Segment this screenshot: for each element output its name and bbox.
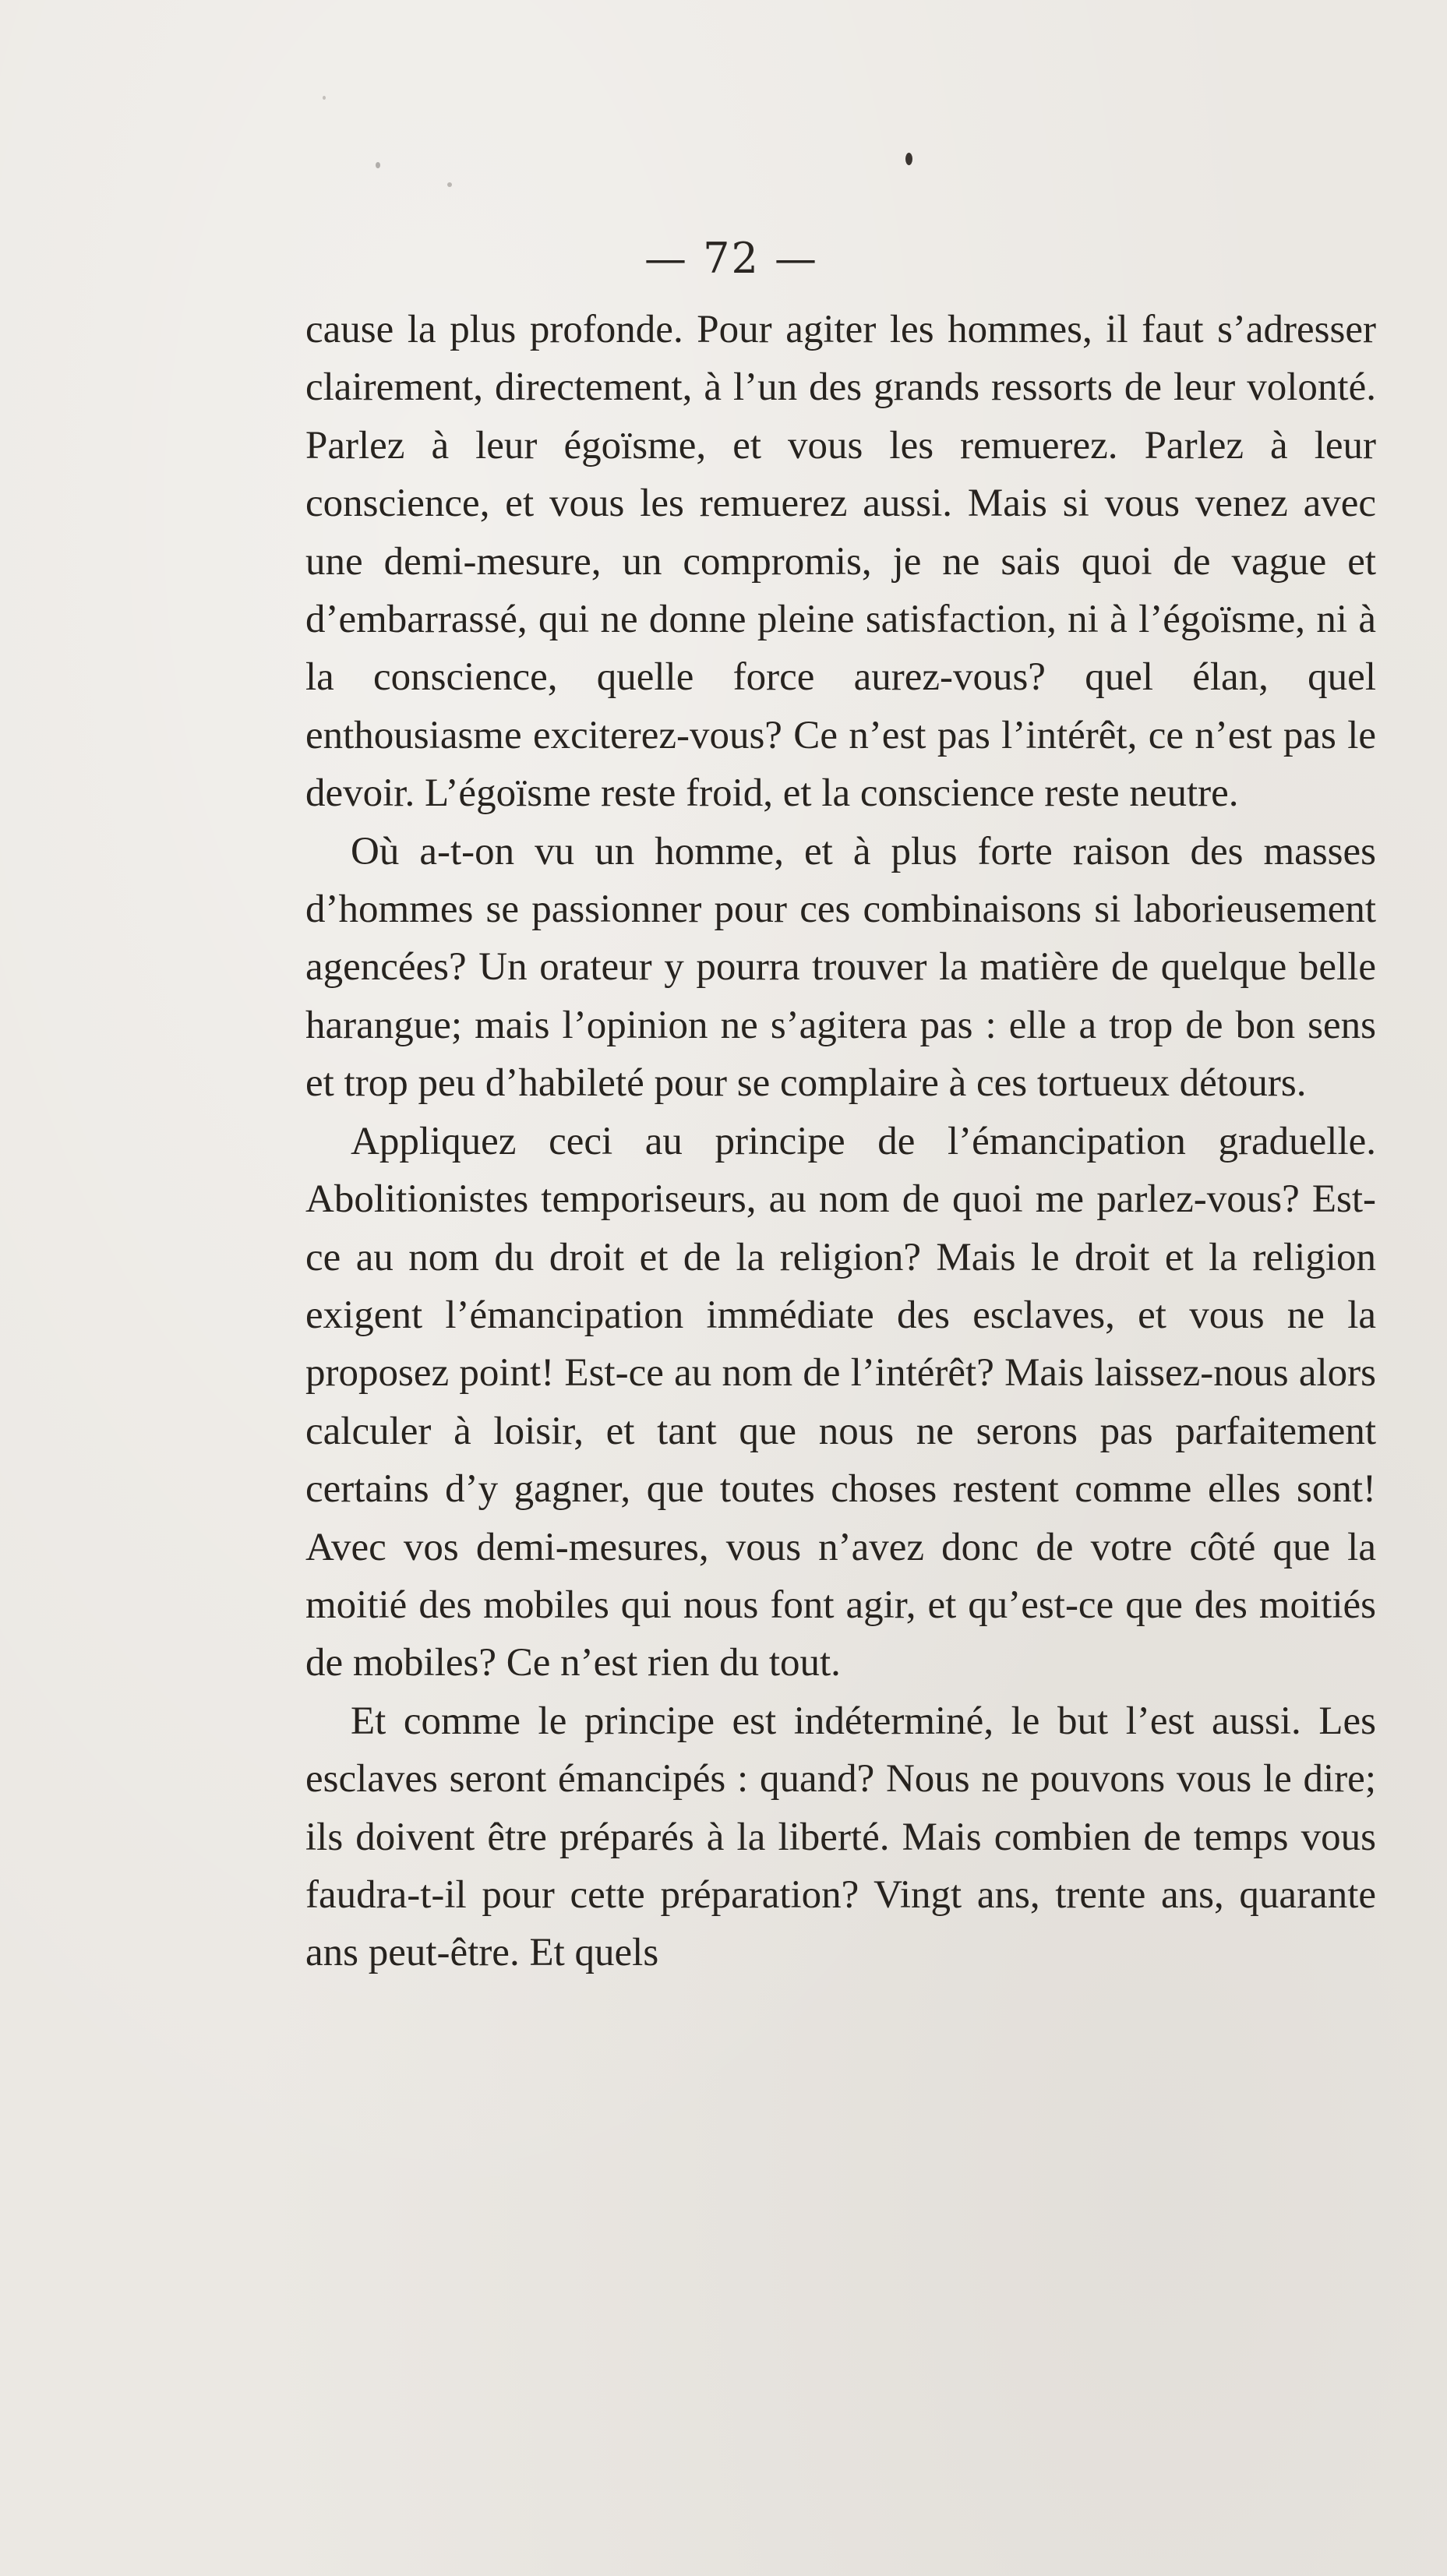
ink-speck bbox=[447, 182, 452, 187]
paragraph: Où a-t-on vu un homme, et à plus forte raison des masses d’hommes se passionner pour ces combinaisons si laborieusement agencées? Un orateur y pourra trouver la matière de quelque belle harangue; mais l’opinion ne s’agitera pas : elle a trop de bon sens et trop peu d’habileté pour se complaire à ces tortueux détours. bbox=[305, 829, 1376, 1106]
paragraph: Appliquez ceci au principe de l’émancipation graduelle. Abolitionistes temporiseurs, au nom de quoi me parlez-vous? Est-ce au nom du droit et de la religion? Mais le droit et la religion exigent l’émancipation immédiate des esclaves, et vous ne la proposez point! Est-ce au nom de l’intérêt? Mais laissez-nous alors calculer à loisir, et tant que nous ne serons pas parfaitement certains d’y gagner, que toutes choses restent comme elles sont! Avec vos demi-mesures, vous n’avez donc de votre côté que la moitié des mobiles qui nous font agir, et qu’est-ce que des moitiés de mobiles? Ce n’est rien du tout. bbox=[305, 1119, 1376, 1685]
ink-speck bbox=[376, 162, 380, 168]
paragraph: Et comme le principe est indéterminé, le but l’est aussi. Les esclaves seront émancipés : quand? Nous ne pouvons vous le dire; ils doivent être préparés à la liberté. Mais combien de temps vous faudra-t-il pour cette préparation? Vingt ans, trente ans, quarante ans peut-être. Et quels bbox=[305, 1699, 1376, 1975]
body-text bbox=[305, 301, 1376, 1982]
page-number: — 72 — bbox=[644, 234, 819, 283]
paragraph: cause la plus profonde. Pour agiter les hommes, il faut s’adresser clairement, directement, à l’un des grands ressorts de leur volonté. Parlez à leur égoïsme, et vous les remuerez. Parlez à leur conscience, et vous les remuerez aussi. Mais si vous venez avec une demi-mesure, un compromis, je ne sais quoi de vague et d’embarrassé, qui ne donne pleine satisfaction, ni à l’égoïsme, ni à la conscience, quelle force aurez-vous? quel élan, quel enthousiasme exciterez-vous? Ce n’est pas l’intérêt, ce n’est pas le devoir. L’égoïsme reste froid, et la conscience reste neutre. bbox=[305, 308, 1376, 816]
ink-speck bbox=[323, 96, 326, 100]
ink-speck bbox=[905, 153, 912, 165]
